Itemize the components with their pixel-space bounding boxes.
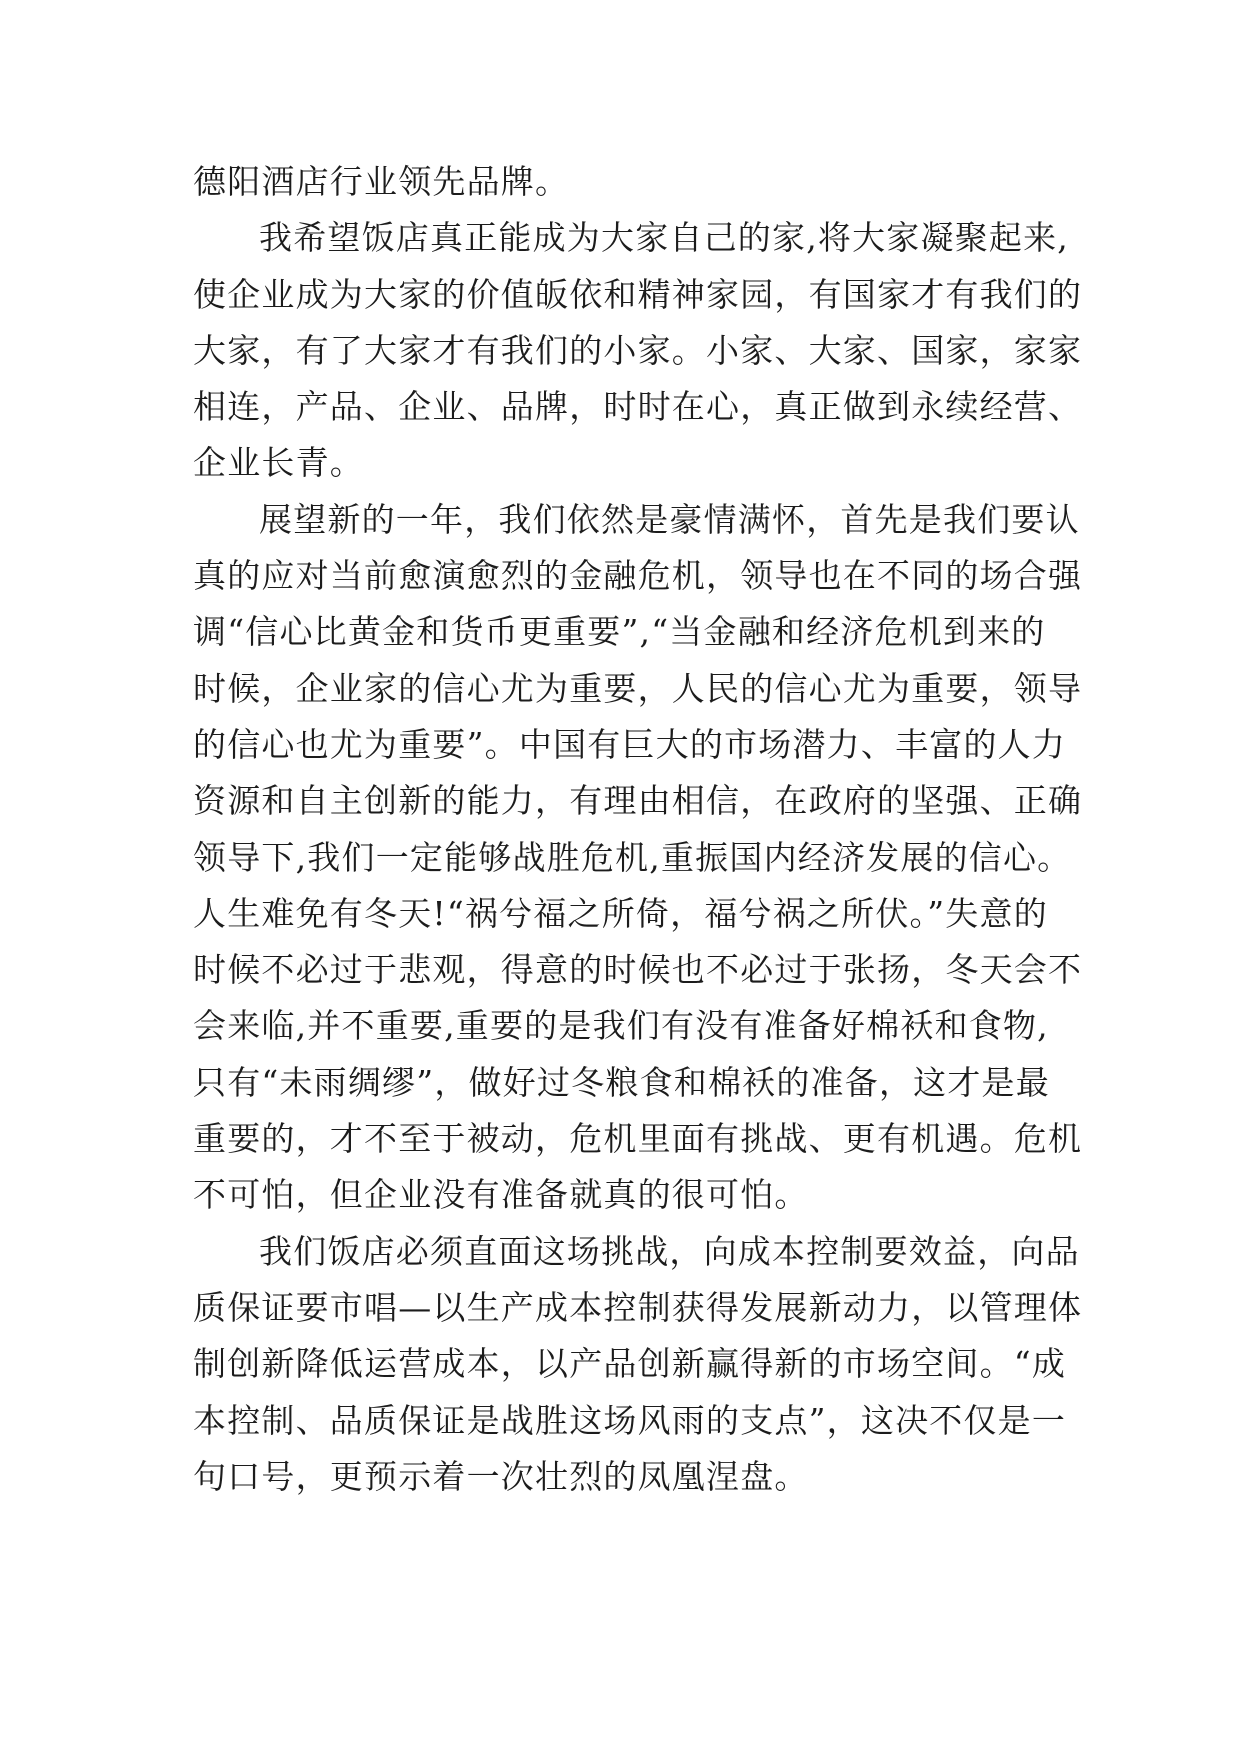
paragraph-start-line: 展望新的一年，我们依然是豪情满怀，首先是我们要认 (259, 499, 1080, 539)
text-line: 真的应对当前愈演愈烈的金融危机，领导也在不同的场合强 (193, 556, 1083, 596)
text-line: 重要的，才不至于被动，危机里面有挑战、更有机遇。危机 (193, 1119, 1083, 1159)
text-line: 人生难免有冬天!“祸兮福之所倚，福兮祸之所伏。”失意的 (193, 893, 1048, 933)
text-line: 的信心也尤为重要”。中国有巨大的市场潜力、丰富的人力 (193, 724, 1067, 764)
paragraph-start-line: 我希望饭店真正能成为大家自己的家,将大家凝聚起来, (259, 218, 1069, 258)
text-line: 调“信心比黄金和货币更重要”,“当金融和经济危机到来的 (193, 612, 1046, 652)
document-body (193, 154, 1083, 1505)
paragraph-start-line: 我们饭店必须直面这场挑战，向成本控制要效益，向品 (259, 1231, 1080, 1271)
text-line: 本控制、品质保证是战胜这场风雨的支点”，这决不仅是一 (193, 1400, 1067, 1440)
text-line: 不可怕，但企业没有准备就真的很可怕。 (193, 1175, 809, 1215)
text-line: 质保证要市唱—以生产成本控制获得发展新动力，以管理体 (193, 1287, 1083, 1327)
text-line: 资源和自主创新的能力，有理由相信，在政府的坚强、正确 (193, 781, 1083, 821)
text-line: 领导下,我们一定能够战胜危机,重振国内经济发展的信心。 (193, 837, 1072, 877)
text-line: 时候不必过于悲观，得意的时候也不必过于张扬，冬天会不 (193, 950, 1083, 990)
text-line: 企业长青。 (193, 443, 364, 483)
text-line: 时候，企业家的信心尤为重要，人民的信心尤为重要，领导 (193, 668, 1083, 708)
text-line: 使企业成为大家的价值皈依和精神家园，有国家才有我们的 (193, 274, 1083, 314)
text-line: 会来临,并不重要,重要的是我们有没有准备好棉袄和食物, (193, 1006, 1049, 1046)
text-line: 大家，有了大家才有我们的小家。小家、大家、国家，家家 (193, 330, 1083, 370)
text-line: 句口号，更预示着一次壮烈的凤凰涅盘。 (193, 1456, 809, 1496)
text-line: 制创新降低运营成本，以产品创新赢得新的市场空间。“成 (193, 1344, 1067, 1384)
text-line: 相连，产品、企业、品牌，时时在心，真正做到永续经营、 (193, 387, 1083, 427)
text-line: 只有“未雨绸缪”，做好过冬粮食和棉袄的准备，这才是最 (193, 1062, 1050, 1102)
text-line: 德阳酒店行业领先品牌。 (193, 162, 570, 201)
